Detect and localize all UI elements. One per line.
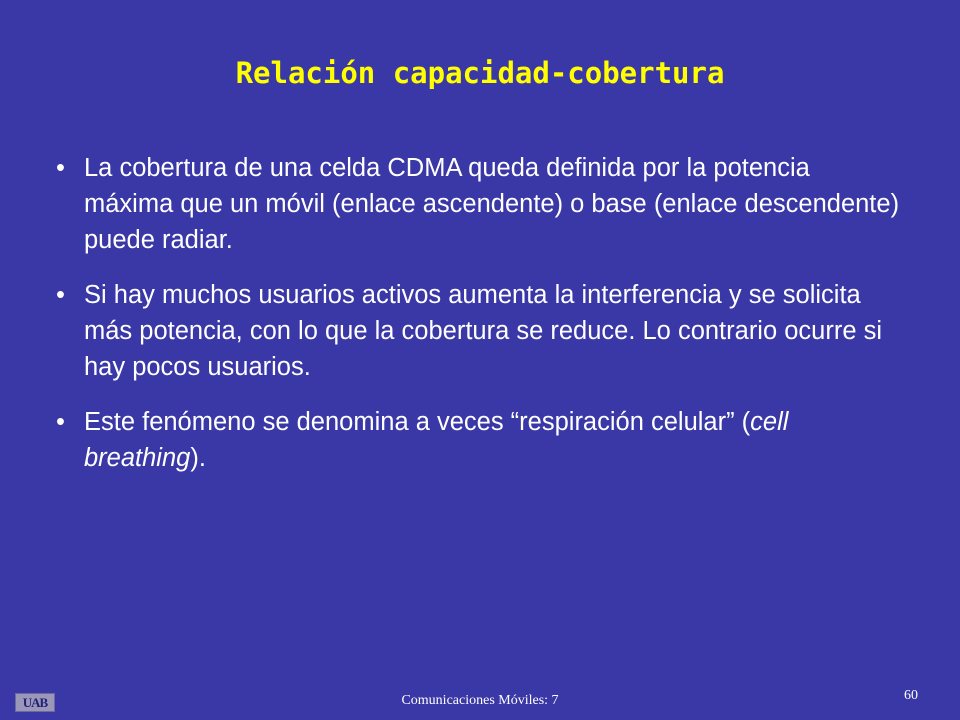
bullet-item [56, 404, 906, 476]
bullet-item [56, 150, 906, 258]
bullet-text: Si hay muchos usuarios activos aumenta la interferencia y se solicita más potencia, con lo que la cobertura se reduce. Lo contrario ocurre si hay pocos usuarios. [84, 281, 883, 381]
bullet-icon: • [56, 281, 65, 309]
bullet-list [56, 150, 906, 495]
bullet-text-before: Este fenómeno se denomina a veces “respiración celular” ( [84, 408, 751, 436]
bullet-text-after: ). [190, 444, 206, 472]
bullet-item [56, 277, 906, 385]
uab-logo: UAB [15, 693, 55, 712]
page-number: 60 [904, 688, 918, 703]
bullet-icon: • [56, 408, 65, 436]
bullet-text-italic: cell breathing [84, 408, 789, 472]
bullet-text: La cobertura de una celda CDMA queda definida por la potencia máxima que un móvil (enlace ascendente) o base (enlace descendente) puede radiar. [84, 154, 900, 254]
slide-title: Relación capacidad-cobertura [235, 56, 725, 90]
footer-text: Comunicaciones Móviles: 7 [401, 693, 559, 708]
bullet-icon: • [56, 154, 65, 182]
